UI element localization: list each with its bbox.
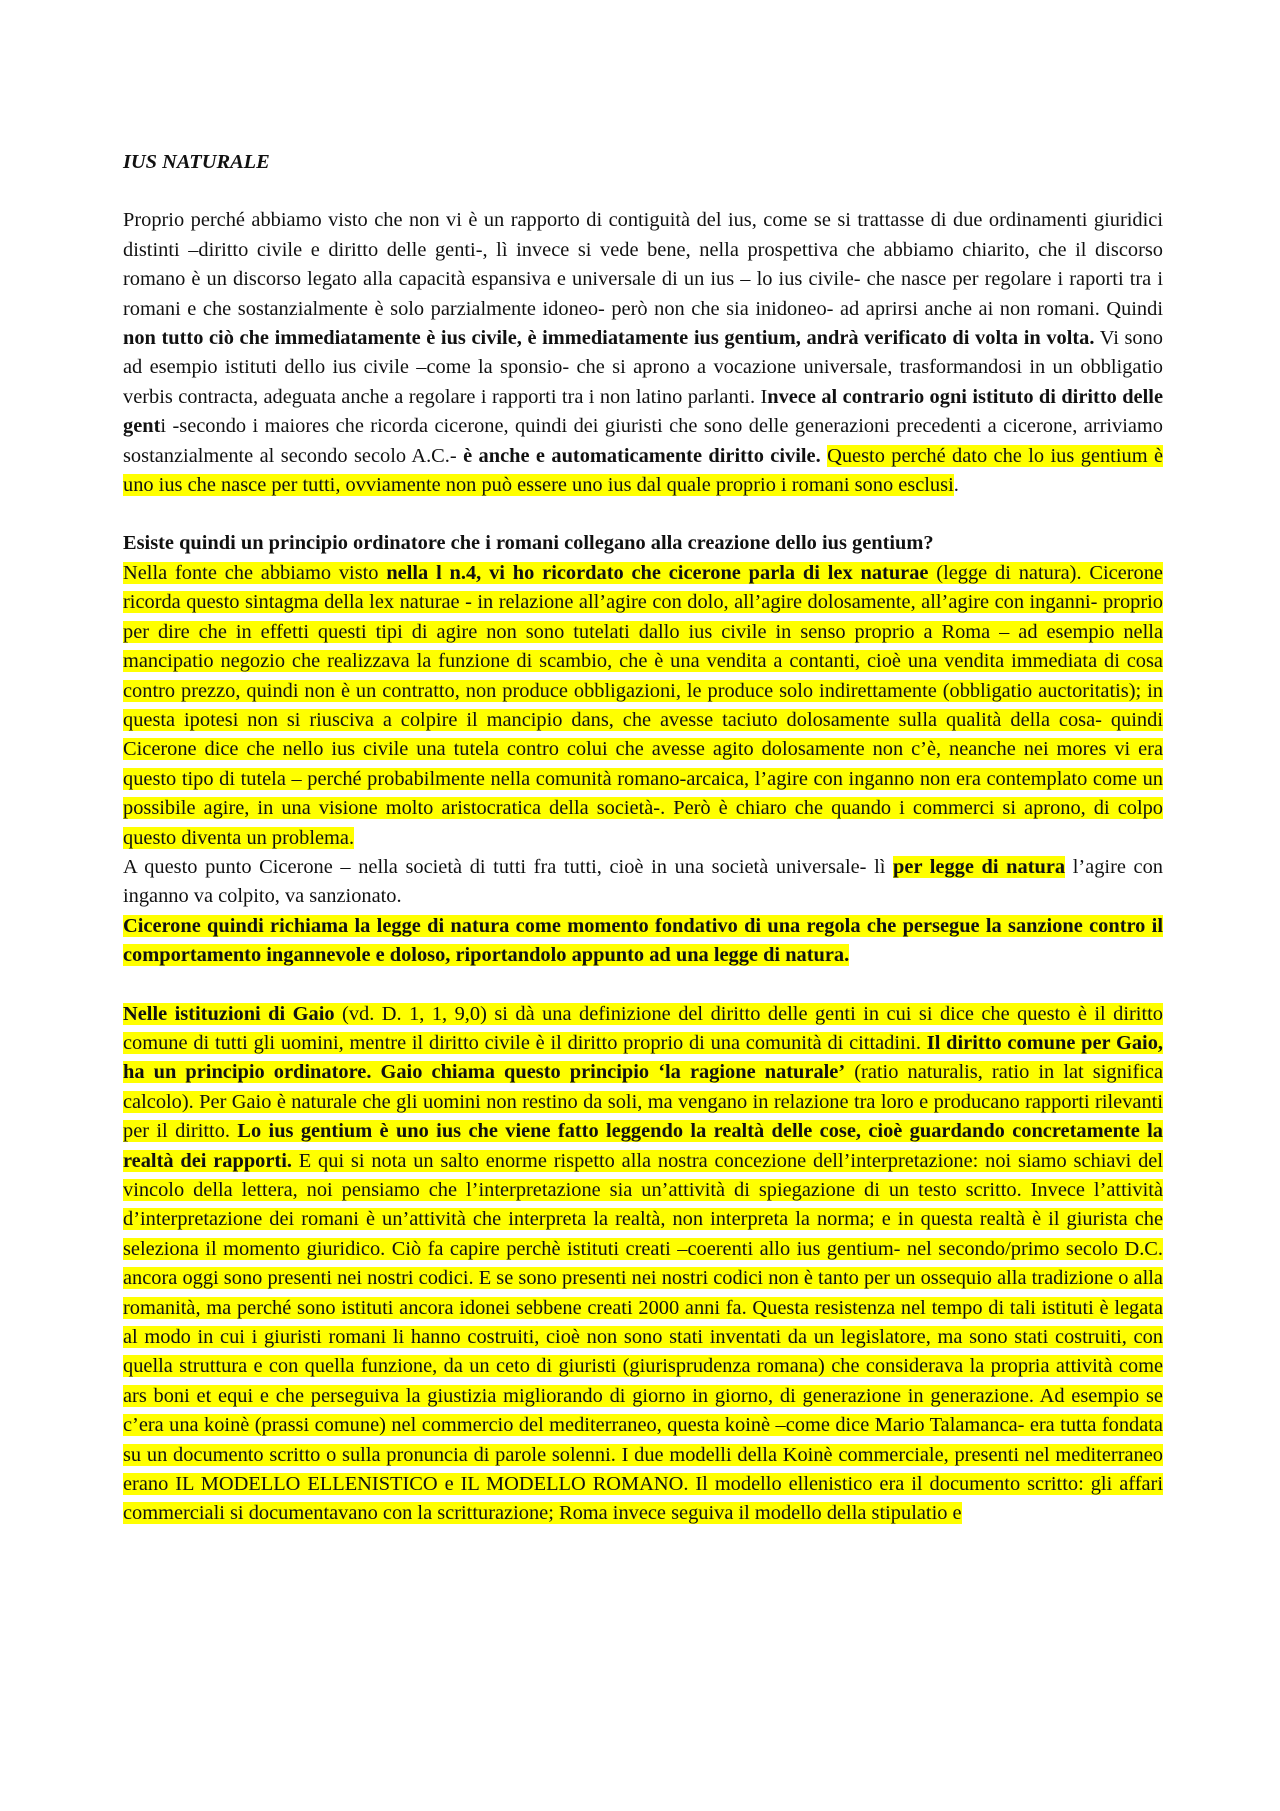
bold-run: Esiste quindi un principio ordinatore che i romani collegano alla creazione dello ius gentium? [123,532,934,555]
document-title: IUS NATURALE [123,151,270,173]
bold-run: non tutto ciò che immediatamente è ius civile, è immediatamente ius gentium, andrà verificato di volta in volta. [123,327,1095,350]
paragraph-cicerone-conclusione [123,912,1163,971]
section-heading-principio-ordinatore [123,529,1163,558]
highlighted-run: (legge di natura). Cicerone ricorda questo sintagma della lex naturae - in relazione all’agire con dolo, all’agire dolosamente, all’agire con inganni- proprio per dire che in effetti questi tipi di agire non sono tutelati dallo ius civile in senso proprio a Roma – ad esempio nella mancipatio negozio che realizzava la funzione di scambio, che è una vendita a contanti, cioè una vendita immediata di cosa contro prezzo, quindi non è un contratto, non produce obbligazioni, le produce solo indirettamente (obbligatio auctoritatis); in questa ipotesi non si riusciva a colpire il mancipio dans, che avesse taciuto dolosamente sulla qualità della cosa- quindi Cicerone dice che nello ius civile una tutela contro colui che avesse agito dolosamente non c’è, neanche nei mores vi era questo tipo di tutela – perché probabilmente nella comunità romano-arcaica, l’agire con inganno non era contemplato come un possibile agire, in una visione molto aristocratica della società-. Però è chiaro che quando i commerci si aprono, di colpo questo diventa un problema. [123,561,1163,849]
paragraph-istituzioni-gaio [123,1000,1163,1529]
highlighted-bold-run: per legge di natura [893,855,1066,878]
highlighted-run: (ratio naturalis, ratio in lat significa calcolo). Per Gaio è naturale che gli uomini non restino da soli, ma vengano in relazione tra loro e producano rapporti rilevanti per il diritto. [123,1061,1164,1143]
paragraph-spacer [123,971,1163,1000]
text-run: A questo punto Cicerone – nella società di tutti fra tutti, cioè in una società universale- lì [123,855,894,878]
paragraph-legge-di-natura [123,853,1163,912]
highlighted-run: E qui si nota un salto enorme rispetto alla nostra concezione dell’interpretazione: noi siamo schiavi del vincolo della lettera, noi pensiamo che l’interpretazione sia un’attività di spiegazione di un testo scritto. Invece l’attività d’interpretazione dei romani è un’attività che interpreta la realtà, non interpreta la norma; e in questa realtà è il giurista che seleziona il momento giuridico. Ciò fa capire perchè istituti creati –coerenti allo ius gentium- nel secondo/primo secolo D.C. ancora oggi sono presenti nei nostri codici. E se sono presenti nei nostri codici non è tanto per un ossequio alla tradizione o alla romanità, ma perché sono istituti ancora idonei sebbene creati 2000 anni fa. Questa resistenza nel tempo di tali istituti è legata al modo in cui i giuristi romani li hanno costruiti, cioè non sono stati inventati da un legislatore, ma sono stati costruiti, con quella struttura e con quella funzione, da un ceto di giuristi (giurisprudenza romana) che considerava la propria attività come ars boni et equi e che perseguiva la giustizia migliorando di giorno in giorno, di generazione in generazione. Ad esempio se c’era una koinè (prassi comune) nel commercio del mediterraneo, questa koinè –come dice Mario Talamanca- era tutta fondata su un documento scritto o sulla pronuncia di parole solenni. I due modelli della Koinè commerciale, presenti nel mediterraneo erano IL MODELLO ELLENISTICO e IL MODELLO ROMANO. Il modello ellenistico era il documento scritto: gli affari commerciali si documentavano con la scritturazione; Roma invece seguiva il modello della stipulatio e [123,1149,1164,1525]
paragraph-spacer [123,500,1163,529]
text-run: Proprio perché abbiamo visto che non vi è un rapporto di contiguità del ius, come se si trattasse di due ordinamenti giuridici distinti –diritto civile e diritto delle genti-, lì invece si vede bene, nella prospettiva che abbiamo chiarito, che il discorso romano è un discorso legato alla capacità espansiva e universale di un ius – lo ius civile- che nasce per regolare i raporti tra i romani e che sostanzialmente è solo parzialmente idoneo- però non che sia inidoneo- ad aprirsi anche ai non romani. Quindi [123,209,1163,320]
highlighted-bold-run: Cicerone quindi richiama la legge di natura come momento fondativo di una regola che persegue la sanzione contro il comportamento ingannevole e doloso, riportandolo appunto ad una legge di natura. [123,914,1163,967]
paragraph-lex-naturae [123,559,1163,853]
highlighted-run: Questo perché dato che lo ius gentium è uno ius che nasce per tutti, ovviamente non può essere uno ius dal quale proprio i romani sono esclusi [123,444,1164,497]
paragraph-ius-civile [123,206,1163,500]
highlighted-run: (vd. D. 1, 1, 9,0) si dà una definizione del diritto delle genti in cui si dice che questo è il diritto comune di tutti gli uomini, mentre il diritto civile è il diritto proprio di una comunità di cittadini. [123,1002,1163,1054]
bold-run: nvece al contrario ogni istituto di diritto delle gent [123,385,1163,438]
text-run: . [953,474,959,497]
highlighted-bold-run: Lo ius gentium è uno ius che viene fatto leggendo la realtà delle cose, cioè guardando concretamente la realtà dei rapporti. [123,1120,1163,1172]
highlighted-run: Nella fonte che abbiamo visto [123,561,387,584]
text-run: l’agire con inganno va colpito, va sanzionato. [123,855,1163,908]
highlighted-bold-run: Nelle istituzioni di Gaio [123,1002,335,1025]
text-run: Vi sono ad esempio istituti dello ius civile –come la sponsio- che si aprono a vocazione universale, trasformandosi in un obbligatio verbis contracta, adeguata anche a regolare i rapporti tra i non latino parlanti. I [123,327,1163,408]
text-run: i -secondo i maiores che ricorda cicerone, quindi dei giuristi che sono delle generazioni precedenti a cicerone, arriviamo sostanzialmente al secondo secolo A.C.- [123,415,1163,467]
highlighted-bold-run: nella l n.4, vi ho ricordato che cicerone parla di lex naturae [386,561,929,584]
bold-run: è anche e automaticamente diritto civile. [463,444,821,467]
document-page [123,148,1163,1529]
highlighted-bold-run: Il diritto comune per Gaio, ha un principio ordinatore. Gaio chiama questo principio ‘la ragione naturale’ [123,1031,1163,1084]
